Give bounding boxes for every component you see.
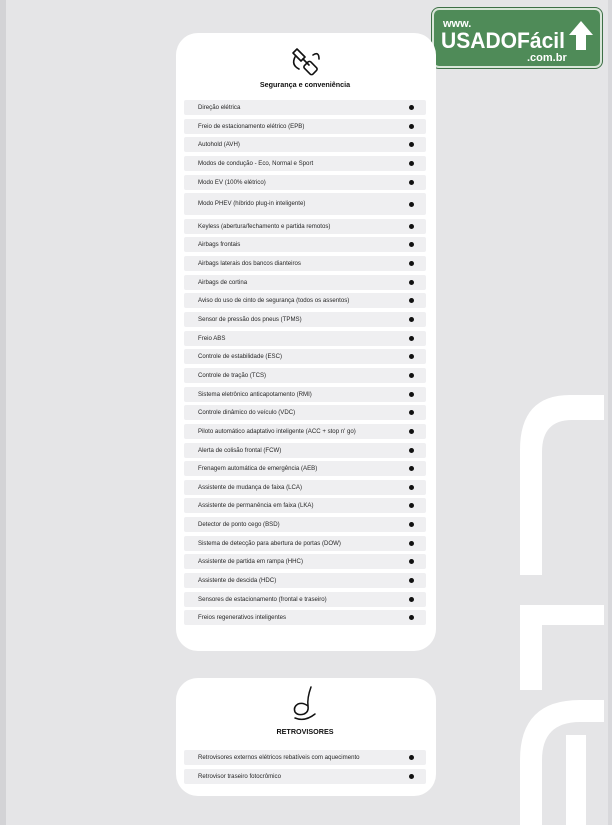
feature-label: Sistema eletrônico anticapotamento (RMI) <box>198 390 312 398</box>
feature-row <box>184 554 426 569</box>
feature-label: Assistente de mudança de faixa (LCA) <box>198 483 302 491</box>
feature-row <box>184 193 426 215</box>
feature-row <box>184 536 426 551</box>
feature-bullet <box>409 429 414 434</box>
feature-bullet <box>409 466 414 471</box>
feature-label: Retrovisor traseiro fotocrômico <box>198 772 281 780</box>
feature-label: Autohold (AVH) <box>198 141 240 149</box>
mirrors-feature-list <box>184 750 426 784</box>
watermark-www: www. <box>443 18 472 30</box>
feature-bullet <box>409 105 414 110</box>
feature-label: Assistente de partida em rampa (HHC) <box>198 558 303 566</box>
feature-label: Sensor de pressão dos pneus (TPMS) <box>198 316 302 324</box>
feature-bullet <box>409 124 414 129</box>
feature-bullet <box>409 317 414 322</box>
feature-label: Freio de estacionamento elétrico (EPB) <box>198 122 305 130</box>
feature-row <box>184 293 426 308</box>
feature-label: Assistente de permanência em faixa (LKA) <box>198 502 314 510</box>
feature-row <box>184 175 426 190</box>
feature-label: Airbags de cortina <box>198 278 248 286</box>
feature-row <box>184 610 426 625</box>
feature-bullet <box>409 755 414 760</box>
feature-label: Controle de estabilidade (ESC) <box>198 353 283 361</box>
feature-label: Controle de tração (TCS) <box>198 371 267 379</box>
feature-label: Keyless (abertura/fechamento e partida remotos) <box>198 222 331 230</box>
feature-row <box>184 256 426 271</box>
feature-row <box>184 517 426 532</box>
feature-row <box>184 498 426 513</box>
watermark-domain: .com.br <box>527 52 567 64</box>
feature-bullet <box>409 522 414 527</box>
feature-row <box>184 349 426 364</box>
feature-row <box>184 368 426 383</box>
feature-row <box>184 769 426 784</box>
feature-label: Sistema de detecção para abertura de portas (DOW) <box>198 539 341 547</box>
feature-row <box>184 156 426 171</box>
feature-label: Freio ABS <box>198 334 226 342</box>
feature-label: Aviso do uso de cinto de segurança (todos os assentos) <box>198 297 350 305</box>
usadofacil-watermark <box>432 8 602 68</box>
feature-bullet <box>409 410 414 415</box>
feature-label: Modo EV (100% elétrico) <box>198 178 266 186</box>
safety-section-card <box>176 33 436 651</box>
feature-bullet <box>409 485 414 490</box>
feature-label: Freios regenerativos inteligentes <box>198 614 287 622</box>
feature-bullet <box>409 373 414 378</box>
watermark-brand: USADOFácil <box>441 28 565 53</box>
feature-row <box>184 480 426 495</box>
feature-bullet <box>409 261 414 266</box>
feature-bullet <box>409 503 414 508</box>
mirror-icon <box>289 684 321 724</box>
feature-row <box>184 219 426 234</box>
feature-label: Detector de ponto cego (BSD) <box>198 521 280 529</box>
feature-bullet <box>409 597 414 602</box>
feature-row <box>184 424 426 439</box>
feature-bullet <box>409 448 414 453</box>
feature-label: Airbags frontais <box>198 241 241 249</box>
mirrors-section-title: RETROVISORES <box>276 727 334 736</box>
feature-label: Sensores de estacionamento (frontal e traseiro) <box>198 595 327 603</box>
feature-bullet <box>409 578 414 583</box>
feature-bullet <box>409 354 414 359</box>
feature-row <box>184 592 426 607</box>
feature-label: Assistente de descida (HDC) <box>198 577 277 585</box>
feature-row <box>184 461 426 476</box>
feature-bullet <box>409 161 414 166</box>
page-right-edge <box>608 0 612 825</box>
feature-bullet <box>409 202 414 207</box>
feature-bullet <box>409 280 414 285</box>
feature-bullet <box>409 392 414 397</box>
feature-bullet <box>409 541 414 546</box>
feature-bullet <box>409 336 414 341</box>
feature-label: Controle dinâmico do veículo (VDC) <box>198 409 296 417</box>
feature-bullet <box>409 142 414 147</box>
feature-row <box>184 137 426 152</box>
feature-bullet <box>409 242 414 247</box>
feature-row <box>184 750 426 765</box>
feature-row <box>184 100 426 115</box>
feature-label: Direção elétrica <box>198 104 241 111</box>
feature-row <box>184 237 426 252</box>
feature-bullet <box>409 224 414 229</box>
feature-row <box>184 443 426 458</box>
feature-row <box>184 331 426 346</box>
feature-bullet <box>409 298 414 303</box>
feature-row <box>184 405 426 420</box>
arrow-up-icon <box>569 21 593 50</box>
feature-label: Modos de condução - Eco, Normal e Sport <box>198 159 314 167</box>
feature-bullet <box>409 180 414 185</box>
feature-row <box>184 312 426 327</box>
feature-row <box>184 387 426 402</box>
feature-label: Retrovisores externos elétricos rebatíveis com aquecimento <box>198 754 360 761</box>
mirrors-section-card <box>176 678 436 796</box>
feature-label: Piloto automático adaptativo inteligente (ACC + stop n' go) <box>198 427 356 435</box>
feature-label: Modo PHEV (híbrido plug-in inteligente) <box>198 200 306 208</box>
feature-row <box>184 119 426 134</box>
feature-row <box>184 573 426 588</box>
feature-bullet <box>409 774 414 779</box>
feature-label: Frenagem automática de emergência (AEB) <box>198 465 318 473</box>
feature-label: Alerta de colisão frontal (FCW) <box>198 446 282 454</box>
feature-bullet <box>409 559 414 564</box>
safety-section-title: Segurança e conveniência <box>259 80 351 89</box>
feature-bullet <box>409 615 414 620</box>
page-left-edge <box>0 0 6 825</box>
feature-row <box>184 275 426 290</box>
safety-feature-list <box>184 100 426 625</box>
seatbelt-buckle-icon <box>285 43 325 79</box>
feature-label: Airbags laterais dos bancos dianteiros <box>198 260 301 268</box>
